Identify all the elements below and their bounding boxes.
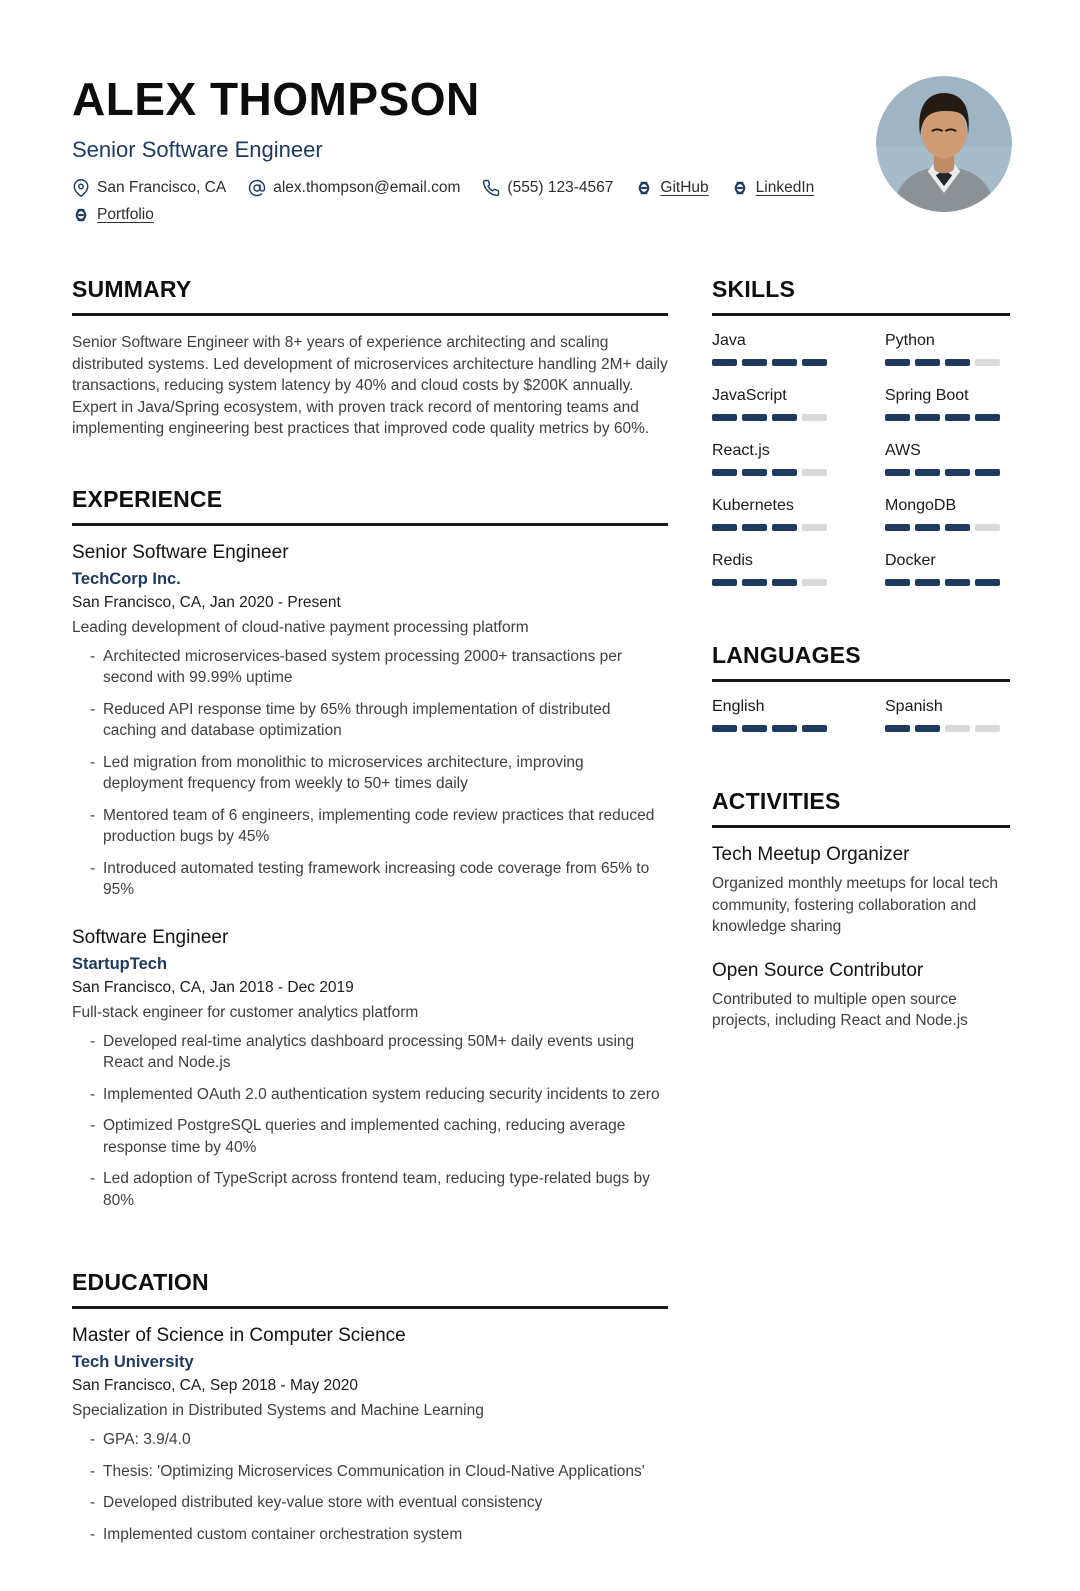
skill-level-bar [712, 469, 837, 476]
bullet-text: Optimized PostgreSQL queries and implemented caching, reducing average response time by 40% [103, 1117, 626, 1156]
entry-meta: San Francisco, CA, Sep 2018 - May 2020 [72, 1377, 359, 1394]
skill-level-segment [885, 414, 910, 421]
skill-level-segment [945, 359, 970, 366]
skill-item [885, 332, 1010, 366]
skill-level-segment [772, 725, 797, 732]
entry-bullets [72, 1429, 668, 1545]
skill-level-segment [885, 524, 910, 531]
skill-level-segment [975, 469, 1000, 476]
summary-section [72, 276, 668, 440]
skill-level-bar [885, 359, 1010, 366]
person-title: Senior Software Engineer [72, 137, 323, 162]
skill-level-segment [945, 524, 970, 531]
skill-level-segment [712, 469, 737, 476]
person-name: ALEX THOMPSON [72, 73, 480, 125]
skill-level-segment [975, 524, 1000, 531]
bullet-text: Introduced automated testing framework increasing code coverage from 65% to 95% [103, 859, 650, 898]
bullet-dash: - [90, 647, 96, 665]
entry-title: Software Engineer [72, 926, 229, 948]
skill-level-bar [885, 725, 1010, 732]
skill-item [885, 698, 1010, 732]
skill-level-segment [742, 524, 767, 531]
skill-level-segment [975, 359, 1000, 366]
skill-level-segment [772, 469, 797, 476]
skill-level-bar [885, 524, 1010, 531]
link-icon [72, 206, 90, 224]
skill-name: Spring Boot [885, 387, 969, 404]
skill-level-segment [802, 524, 827, 531]
experience-entries [72, 542, 668, 1212]
entry [72, 1325, 668, 1545]
bullet-item [72, 646, 668, 689]
bullet-dash: - [90, 753, 96, 771]
bullet-text: Implemented custom container orchestration system [103, 1525, 463, 1543]
activities-section [712, 788, 1010, 1032]
bullet-dash: - [90, 1431, 96, 1448]
languages-section [712, 642, 1010, 732]
skill-level-segment [802, 414, 827, 421]
bullet-dash: - [90, 1525, 96, 1543]
education-heading: EDUCATION [72, 1269, 668, 1309]
contact-text: (555) 123-4567 [507, 179, 614, 196]
activities-heading: ACTIVITIES [712, 788, 1010, 828]
bullet-text: Thesis: 'Optimizing Microservices Communication in Cloud-Native Applications' [103, 1462, 645, 1480]
skill-level-segment [915, 579, 940, 586]
entry-meta: San Francisco, CA, Jan 2018 - Dec 2019 [72, 978, 354, 996]
languages-heading: LANGUAGES [712, 642, 1010, 682]
entry-meta: San Francisco, CA, Jan 2020 - Present [72, 593, 341, 611]
skill-level-segment [885, 469, 910, 476]
bullet-item [72, 1031, 668, 1074]
bullet-dash: - [90, 700, 96, 718]
entry-company: TechCorp Inc. [72, 569, 181, 588]
bullet-text: Developed distributed key-value store with eventual consistency [103, 1494, 543, 1511]
header-identity [72, 73, 862, 224]
skill-level-bar [885, 469, 1010, 476]
activity-item [712, 844, 1010, 938]
entry [72, 927, 668, 1212]
skill-level-bar [712, 359, 837, 366]
skill-level-segment [772, 359, 797, 366]
skill-item [885, 552, 1010, 586]
skill-level-segment [885, 579, 910, 586]
contact-item [72, 179, 226, 197]
bullet-item [72, 805, 668, 848]
skill-name: Python [885, 332, 935, 349]
skill-level-bar [712, 579, 837, 586]
skill-item [712, 442, 837, 476]
contact-link[interactable]: Portfolio [97, 206, 154, 223]
skill-level-segment [742, 725, 767, 732]
skill-level-segment [742, 469, 767, 476]
skill-level-segment [712, 579, 737, 586]
activity-description: Organized monthly meetups for local tech community, fostering collaboration and knowledge sharing [712, 875, 999, 935]
bullet-dash: - [90, 806, 96, 824]
bullet-item [72, 699, 668, 742]
entry-title: Master of Science in Computer Science [72, 1325, 406, 1346]
skill-name: Spanish [885, 698, 943, 715]
skill-level-segment [975, 414, 1000, 421]
contact-link[interactable]: GitHub [660, 179, 709, 196]
link-icon [731, 179, 749, 197]
skill-level-segment [885, 725, 910, 732]
skill-item [885, 442, 1010, 476]
skill-level-segment [945, 469, 970, 476]
phone-icon [482, 179, 500, 197]
at-sign-icon [248, 179, 266, 197]
skill-name: AWS [885, 442, 921, 459]
contact-item [248, 179, 460, 197]
skill-level-bar [712, 725, 837, 732]
bullet-text: Led adoption of TypeScript across frontend team, reducing type-related bugs by 80% [103, 1170, 650, 1209]
skill-level-segment [802, 579, 827, 586]
skills-section [712, 276, 1010, 586]
contact-text: alex.thompson@email.com [273, 179, 461, 196]
skill-item [712, 387, 837, 421]
activity-description: Contributed to multiple open source projects, including React and Node.js [712, 990, 968, 1029]
skill-name: English [712, 698, 765, 715]
skill-level-segment [945, 725, 970, 732]
bullet-text: Architected microservices-based system processing 2000+ transactions per second with 99.99% uptime [103, 647, 623, 686]
education-section [72, 1269, 668, 1545]
skill-level-segment [712, 359, 737, 366]
skill-level-segment [945, 579, 970, 586]
bullet-text: Mentored team of 6 engineers, implementing code review practices that reduced production bugs by 45% [103, 806, 655, 845]
contact-item [72, 206, 154, 224]
skill-level-segment [915, 414, 940, 421]
contact-item [482, 179, 613, 197]
bullet-item [72, 1492, 668, 1514]
bullet-item [72, 1429, 668, 1451]
skill-level-bar [885, 414, 1010, 421]
bullet-text: Reduced API response time by 65% through implementation of distributed caching and database optimization [103, 700, 611, 739]
skill-level-segment [885, 359, 910, 366]
bullet-text: Implemented OAuth 2.0 authentication system reducing security incidents to zero [103, 1085, 660, 1103]
location-pin-icon [72, 179, 90, 197]
contact-item [731, 179, 815, 197]
link-icon [635, 179, 653, 197]
skill-name: JavaScript [712, 387, 787, 404]
bullet-item [72, 858, 668, 901]
entry-description: Full-stack engineer for customer analytics platform [72, 1003, 419, 1021]
skill-level-bar [885, 579, 1010, 586]
skill-level-segment [915, 359, 940, 366]
skill-name: Docker [885, 552, 936, 569]
entry-bullets [72, 1031, 668, 1212]
skill-name: MongoDB [885, 497, 957, 514]
entry-company: StartupTech [72, 954, 168, 973]
skill-level-segment [802, 469, 827, 476]
skill-level-segment [945, 414, 970, 421]
side-column [712, 276, 1010, 1591]
skill-level-segment [802, 725, 827, 732]
experience-section [72, 486, 668, 1212]
skill-level-bar [712, 524, 837, 531]
bullet-item [72, 1461, 668, 1483]
skill-level-segment [772, 579, 797, 586]
bullet-item [72, 752, 668, 795]
activity-title: Tech Meetup Organizer [712, 844, 910, 865]
skill-name: React.js [712, 442, 770, 459]
profile-photo-illustration [876, 76, 1012, 212]
skill-item [712, 698, 837, 732]
resume-columns [72, 276, 1010, 1591]
contact-row [72, 179, 862, 224]
skill-level-segment [742, 414, 767, 421]
skill-item [712, 497, 837, 531]
bullet-dash: - [90, 1032, 96, 1050]
bullet-text: Developed real-time analytics dashboard processing 50M+ daily events using React and Node.js [103, 1032, 635, 1071]
skill-level-segment [802, 359, 827, 366]
skill-item [712, 332, 837, 366]
skill-level-segment [915, 469, 940, 476]
contact-text: San Francisco, CA [97, 179, 227, 196]
skill-level-bar [712, 414, 837, 421]
contact-link[interactable]: LinkedIn [755, 179, 815, 196]
skill-item [885, 497, 1010, 531]
entry-bullets [72, 646, 668, 901]
resume-header [72, 73, 1010, 224]
skill-level-segment [712, 725, 737, 732]
activity-item [712, 960, 1010, 1032]
experience-heading: EXPERIENCE [72, 486, 668, 526]
bullet-item [72, 1084, 668, 1106]
skill-level-segment [975, 725, 1000, 732]
entry-title: Senior Software Engineer [72, 541, 289, 563]
skill-name: Kubernetes [712, 497, 794, 514]
summary-heading: SUMMARY [72, 276, 668, 316]
bullet-dash: - [90, 859, 96, 877]
bullet-dash: - [90, 1117, 96, 1134]
skill-name: Java [712, 332, 746, 349]
activities-list [712, 844, 1010, 1032]
skill-level-segment [742, 359, 767, 366]
profile-photo [876, 76, 1012, 212]
bullet-text: Led migration from monolithic to microservices architecture, improving deployment frequency from weekly to 50+ times daily [103, 753, 584, 792]
skill-level-segment [742, 579, 767, 586]
entry-description: Specialization in Distributed Systems and Machine Learning [72, 1402, 484, 1419]
skills-grid [712, 332, 1010, 586]
skill-level-segment [915, 725, 940, 732]
entry [72, 542, 668, 901]
languages-grid [712, 698, 1010, 732]
bullet-dash: - [90, 1085, 96, 1103]
activity-title: Open Source Contributor [712, 959, 924, 981]
entry-description: Leading development of cloud-native payment processing platform [72, 618, 529, 636]
bullet-dash: - [90, 1170, 96, 1187]
bullet-item [72, 1168, 668, 1211]
bullet-item [72, 1524, 668, 1546]
summary-text: Senior Software Engineer with 8+ years of experience architecting and scaling distributed systems. Led development of microservices architecture handling 2M+ daily transactions, reducing system latency by 40% and cloud costs by $200K annually. Expert in Java/Spring ecosystem, with proven track record of mentoring teams and implementing engineering best practices that improved code quality metrics by 60%. [72, 334, 668, 437]
bullet-dash: - [90, 1494, 96, 1511]
skill-level-segment [915, 524, 940, 531]
skill-level-segment [712, 414, 737, 421]
main-column [72, 276, 668, 1591]
skills-heading: SKILLS [712, 276, 1010, 316]
education-entries [72, 1325, 668, 1545]
skill-level-segment [772, 524, 797, 531]
skill-item [885, 387, 1010, 421]
skill-level-segment [712, 524, 737, 531]
bullet-dash: - [90, 1462, 96, 1480]
entry-company: Tech University [72, 1353, 194, 1371]
bullet-item [72, 1115, 668, 1158]
skill-level-segment [772, 414, 797, 421]
skill-name: Redis [712, 552, 753, 569]
skill-level-segment [975, 579, 1000, 586]
contact-item [635, 179, 708, 197]
skill-item [712, 552, 837, 586]
bullet-text: GPA: 3.9/4.0 [103, 1431, 191, 1448]
